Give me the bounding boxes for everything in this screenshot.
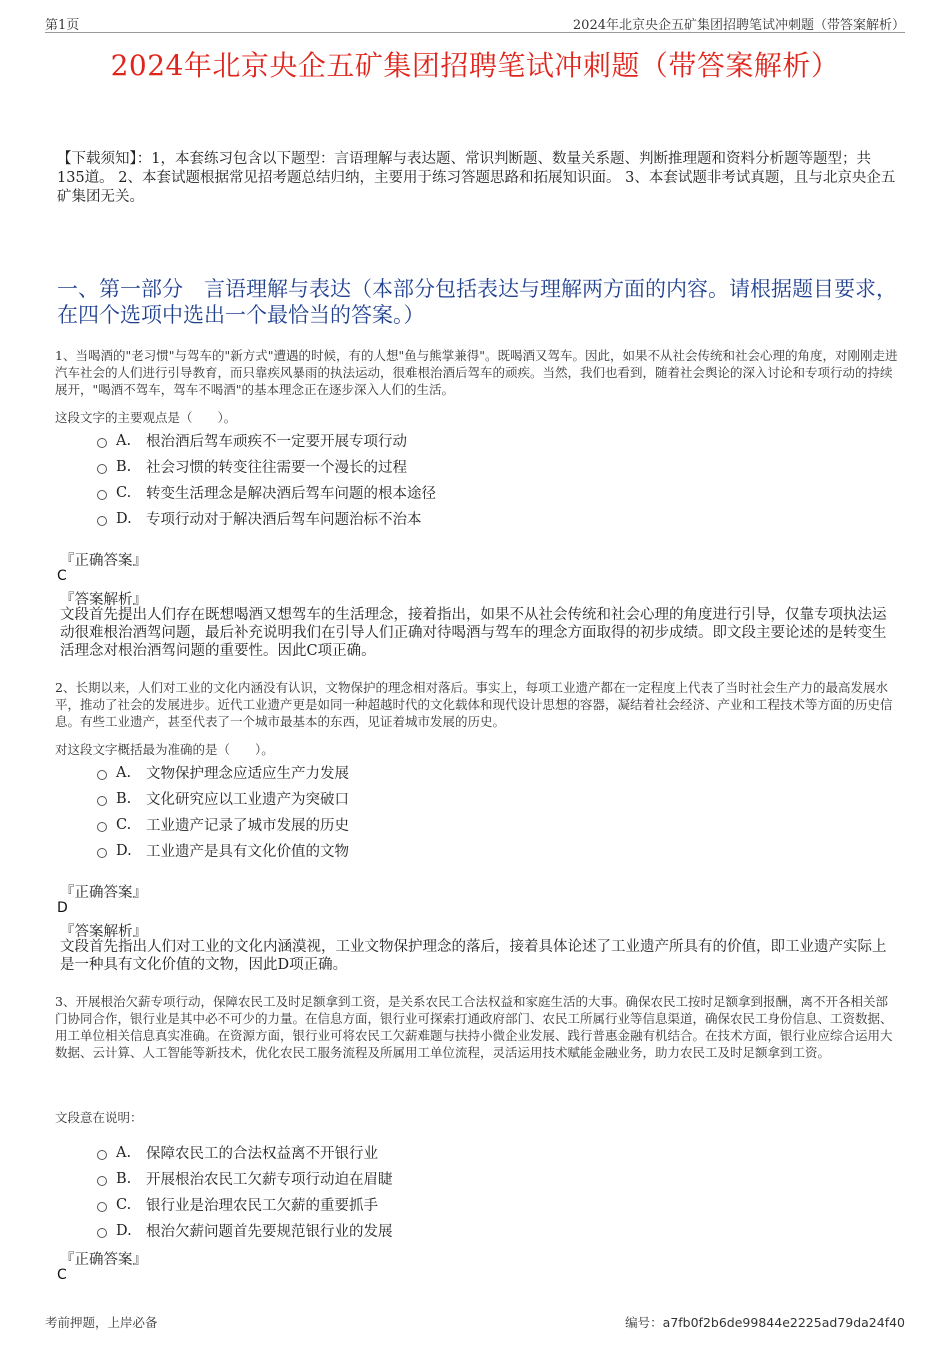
option-text: 工业遗产是具有文化价值的文物	[146, 844, 349, 860]
option-text: 文物保护理念应适应生产力发展	[146, 766, 349, 782]
option-text: 根治欠薪问题首先要规范银行业的发展	[146, 1224, 393, 1240]
option-letter: D.	[116, 842, 132, 859]
option-letter: A.	[116, 1144, 132, 1161]
question-3-answer-label: 『正确答案』	[60, 1252, 147, 1268]
question-3-option-b[interactable]	[97, 1168, 393, 1189]
question-1-analysis-label: 『答案解析』	[60, 592, 147, 608]
footer-code-value: a7fb0f2b6de99844e2225ad79da24f40	[662, 1315, 905, 1330]
header-doc-title: 2024年北京央企五矿集团招聘笔试冲刺题（带答案解析）	[572, 18, 905, 33]
question-3-stem: 3、开展根治欠薪专项行动，保障农民工及时足额拿到工资，是关系农民工合法权益和家庭生活的大事。确保农民工按时足额拿到报酬，离不开各相关部门协同合作，银行业是其中必不可少的力量。在信息方面，银行业可探索打通政府部门、农民工所属行业等信息渠道，确保农民工身份信息、工资数据、用工单位相关信息真实准确。在资源方面，银行业可将农民工欠薪难题与扶持小微企业发展、践行普惠金融有机结合。在技术方面，银行业应综合运用大数据、云计算、人工智能等新技术，优化农民工服务流程及所属用工单位流程，灵活运用技术赋能金融业务，助力农民工及时足额拿到工资。	[55, 994, 893, 1060]
page-header	[45, 12, 905, 33]
option-letter: B.	[116, 1170, 132, 1187]
question-2-prompt: 对这段文字概括最为准确的是（ ）。	[55, 742, 274, 757]
question-3-option-c[interactable]	[97, 1194, 378, 1215]
question-1-option-b[interactable]	[97, 456, 407, 477]
option-text: 保障农民工的合法权益离不开银行业	[146, 1146, 378, 1162]
question-1-option-c[interactable]	[97, 482, 436, 503]
question-3-option-a[interactable]	[97, 1142, 378, 1163]
radio-icon[interactable]	[97, 1228, 107, 1238]
question-2-option-c[interactable]	[97, 814, 349, 835]
option-text: 转变生活理念是解决酒后驾车问题的根本途径	[146, 486, 436, 502]
option-letter: B.	[116, 790, 132, 807]
footer-slogan: 考前押题，上岸必备	[45, 1315, 158, 1330]
question-3-option-d[interactable]	[97, 1220, 393, 1241]
footer-code	[625, 1313, 905, 1331]
question-1-prompt: 这段文字的主要观点是（ ）。	[55, 410, 237, 425]
download-notice: 【下载须知】：1，本套练习包含以下题型：言语理解与表达题、常识判断题、数量关系题、判断推理题和资料分析题等题型；共135道。 2、本套试题根据常见招考题总结归纳，主要用于练习答题思路和拓展知识面。 3、本套试题非考试真题，且与北京央企五矿集团无关。	[57, 151, 896, 205]
question-2-stem: 2、长期以来，人们对工业的文化内涵没有认识，文物保护的理念相对落后。事实上，每项工业遗产都在一定程度上代表了当时社会生产力的最高发展水平，推动了社会的发展进步。近代工业遗产更是如同一种超越时代的文化载体和现代设计思想的容器，凝结着社会经济、产业和工程技术等方面的历史信息。有些工业遗产，甚至代表了一个城市最基本的东西，见证着城市发展的历史。	[55, 680, 893, 729]
question-2-analysis: 文段首先指出人们对工业的文化内涵漠视，工业文物保护理念的落后，接着具体论述了工业遗产所具有的价值，即工业遗产实际上是一种具有文化价值的文物，因此D项正确。	[60, 939, 887, 973]
option-letter: A.	[116, 432, 132, 449]
option-text: 开展根治农民工欠薪专项行动迫在眉睫	[146, 1172, 393, 1188]
question-2-analysis-label: 『答案解析』	[60, 924, 147, 940]
question-2-option-b[interactable]	[97, 788, 349, 809]
radio-icon[interactable]	[97, 438, 107, 448]
question-2-option-a[interactable]	[97, 762, 349, 783]
radio-icon[interactable]	[97, 1202, 107, 1212]
document-title: 2024年北京央企五矿集团招聘笔试冲刺题（带答案解析）	[110, 49, 840, 82]
option-letter: C.	[116, 816, 132, 833]
question-1-stem: 1、当喝酒的"老习惯"与驾车的"新方式"遭遇的时候，有的人想"鱼与熊掌兼得"。既喝酒又驾车。因此，如果不从社会传统和社会心理的角度，对刚刚走进汽车社会的人们进行引导教育，而只靠疾风暴雨的执法运动，很难根治酒后驾车的顽疾。当然，我们也看到，随着社会舆论的深入讨论和专项行动的持续展开，"喝酒不驾车，驾车不喝酒"的基本理念正在逐步深入人们的生活。	[55, 348, 898, 397]
footer-code-label: 编号：	[625, 1315, 663, 1330]
question-1-answer: C	[57, 568, 67, 584]
option-text: 根治酒后驾车顽疾不一定要开展专项行动	[146, 434, 407, 450]
option-text: 银行业是治理农民工欠薪的重要抓手	[146, 1198, 378, 1214]
question-2-answer: D	[57, 900, 68, 916]
question-1-option-a[interactable]	[97, 430, 407, 451]
option-text: 文化研究应以工业遗产为突破口	[146, 792, 349, 808]
question-3-answer: C	[57, 1267, 67, 1283]
section-title: 一、第一部分 言语理解与表达（本部分包括表达与理解两方面的内容。请根据题目要求，在四个选项中选出一个最恰当的答案。）	[57, 277, 897, 327]
option-letter: B.	[116, 458, 132, 475]
page-number: 第1页	[45, 18, 80, 33]
radio-icon[interactable]	[97, 796, 107, 806]
option-letter: D.	[116, 1222, 132, 1239]
option-text: 社会习惯的转变往往需要一个漫长的过程	[146, 460, 407, 476]
radio-icon[interactable]	[97, 770, 107, 780]
question-2-answer-label: 『正确答案』	[60, 885, 147, 901]
radio-icon[interactable]	[97, 848, 107, 858]
radio-icon[interactable]	[97, 822, 107, 832]
option-letter: A.	[116, 764, 132, 781]
option-letter: C.	[116, 1196, 132, 1213]
question-1-option-d[interactable]	[97, 508, 422, 529]
radio-icon[interactable]	[97, 1176, 107, 1186]
radio-icon[interactable]	[97, 1150, 107, 1160]
question-3-prompt: 文段意在说明：	[55, 1110, 143, 1125]
question-1-answer-label: 『正确答案』	[60, 553, 147, 569]
radio-icon[interactable]	[97, 516, 107, 526]
question-1-analysis: 文段首先提出人们存在既想喝酒又想驾车的生活理念，接着指出，如果不从社会传统和社会心理的角度进行引导，仅靠专项执法运动很难根治酒驾问题，最后补充说明我们在引导人们正确对待喝酒与驾车的理念方面取得的初步成绩。即文段主要论述的是转变生活理念对根治酒驾问题的重要性。因此C项正确。	[60, 607, 887, 659]
option-letter: C.	[116, 484, 132, 501]
question-2-option-d[interactable]	[97, 840, 349, 861]
option-text: 专项行动对于解决酒后驾车问题治标不治本	[146, 512, 422, 528]
option-text: 工业遗产记录了城市发展的历史	[146, 818, 349, 834]
radio-icon[interactable]	[97, 464, 107, 474]
radio-icon[interactable]	[97, 490, 107, 500]
option-letter: D.	[116, 510, 132, 527]
